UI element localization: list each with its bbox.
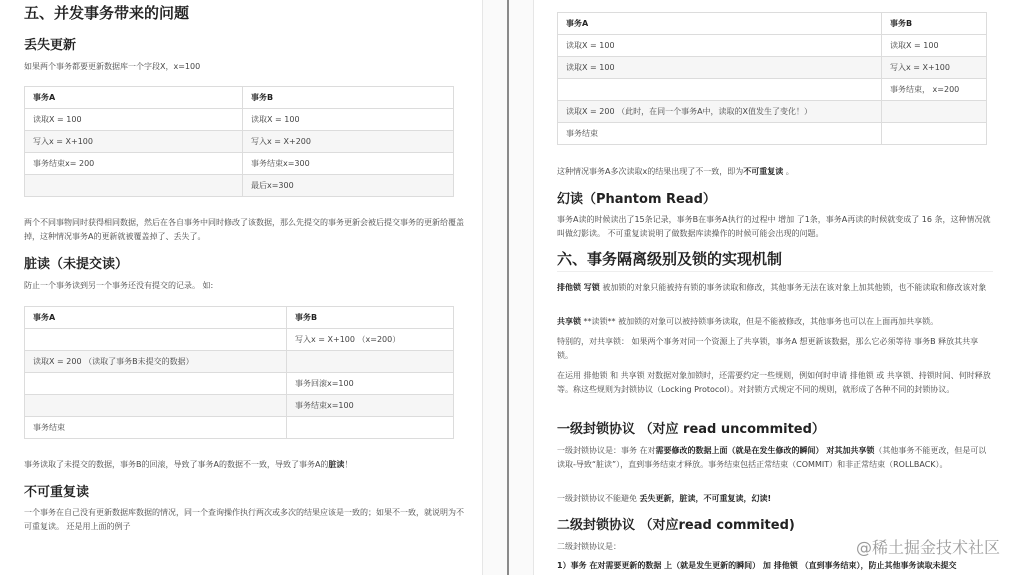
table-cell: 事务结束x=100 [287,395,454,417]
table-cell [882,123,987,145]
table-cell [25,373,287,395]
non-repeatable-summary [557,165,997,179]
exclusive-lock-paragraph [557,281,993,295]
level-2-lock-intro: 二级封锁协议是： [557,542,621,551]
exclusive-lock-term: 排他锁 写锁 [557,283,600,292]
table-cell [287,351,454,373]
dirty-read-description [24,458,464,472]
table-cell: 读取X = 100 [882,35,987,57]
table-cell: 读取X = 100 [243,109,454,131]
table-row [558,101,987,123]
table-cell: 读取X = 200 （此时，在同一个事务A中，读取的X值发生了变化！） [558,101,882,123]
table-cell: 读取X = 100 [558,57,882,79]
dirty-read-intro: 防止一个事务读到另一个事务还没有提交的记录。 如: [24,281,214,290]
level-1-lock-limitation [557,492,993,506]
table-row [25,417,454,439]
table-row [558,35,987,57]
lost-update-heading: 丢失更新 [24,38,77,53]
table-cell: 写入x = X+100 [882,57,987,79]
level-1-limit-text: 一级封锁协议不能避免 [557,494,640,503]
lost-update-intro: 如果两个事务都要更新数据库一个字段X，x=100 [24,62,201,71]
table-cell [558,79,882,101]
table-cell: 写入x = X+100 （x=200） [287,329,454,351]
table-cell: 读取X = 100 [25,109,243,131]
dirty-read-table [24,306,454,439]
table-row [558,123,987,145]
table-header: 事务B [882,13,987,35]
non-repeatable-table [557,12,987,145]
level-2-lock-heading: 二级封锁协议 （对应read commited) [557,518,795,533]
table-header: 事务A [558,13,882,35]
dirty-read-heading: 脏读（未提交读） [24,257,129,272]
shared-lock-paragraph [557,315,993,329]
table-row [558,79,987,101]
page-divider [507,0,509,575]
right-page [534,0,1018,575]
non-repeatable-description: 一个事务在自己没有更新数据库数据的情况，同一个查询操作执行两次或多次的结果应该是一致的；如果不一致，就说明为不可重复读。 还是用上面的例子 [24,508,464,531]
table-cell [287,417,454,439]
left-page [0,0,482,575]
table-row [25,395,454,417]
level-2-lock-rule [557,559,993,573]
table-cell: 最后x=300 [243,175,454,197]
level-1-limit-bold: 丢失更新，脏读，不可重复读，幻读! [639,494,772,503]
table-header: 事务A [25,307,287,329]
table-cell [25,395,287,417]
table-cell: 读取X = 200 （读取了事务B未提交的数据） [25,351,287,373]
level-1-text: 一级封锁协议是：事务 在对 [557,446,656,455]
locking-protocol-paragraph: 在运用 排他锁 和 共享锁 对数据对象加锁时，还需要约定一些规则，例如何时申请 排他锁 或 共享锁、持锁时间、何时释放等。称这些规则为封锁协议（Locking Protocol）。对封锁方式规定不同的规则，就形成了各种不同的封锁协议。 [557,371,991,394]
table-row [25,153,454,175]
level-2-rule-text: 1）事务 在对需要更新的数据 上（就是发生更新的瞬间） 加 排他锁 （直到事务结束），防止其他事务读取未提交 [557,561,957,570]
table-cell: 事务结束 [558,123,882,145]
nr-summary-bold: 不可重复读 [743,167,784,176]
table-cell: 读取X = 100 [558,35,882,57]
level-1-text-end: （其他事务不能更改，但是可以读取-导致“脏读”），直到事务结束才释放。事务结束包括正常结束（COMMIT）和非正常结束（ROLLBACK）。 [557,446,987,469]
level-1-lock-description [557,444,993,472]
phantom-read-description: 事务A读的时候读出了15条记录，事务B在事务A执行的过程中 增加 了1条，事务A再读的时候就变成了 16 条，这种情况就叫做幻影读。 不可重复读说明了做数据库读操作的时候可能会出现的问题。 [557,215,991,238]
section-6-heading: 六、事务隔离级别及锁的实现机制 [557,250,783,268]
table-cell: 写入x = X+100 [25,131,243,153]
table-header: 事务A [25,87,243,109]
table-cell [882,101,987,123]
table-row [25,351,454,373]
section-5-heading: 五、并发事务带来的问题 [24,4,190,22]
exclusive-lock-text: 被加锁的对象只能被持有锁的事务读取和修改，其他事务无法在该对象上加其他锁，也不能读取和修改该对象 [599,283,987,292]
dirty-read-desc-end: ！ [344,460,353,469]
table-row [558,57,987,79]
table-cell: 事务结束x= 200 [25,153,243,175]
table-cell: 事务结束， x=200 [882,79,987,101]
lost-update-description: 两个不同事物同时获得相同数据，然后在各自事务中同时修改了该数据，那么先提交的事务更新会被后提交事务的更新给覆盖掉，这种情况事务A的更新就被覆盖掉了、丢失了。 [24,218,464,241]
table-row [25,373,454,395]
shared-lock-text: **读锁** 被加锁的对象可以被持锁事务读取，但是不能被修改，其他事务也可以在上面再加共享锁。 [581,317,939,326]
lost-update-table [24,86,454,197]
table-cell [25,175,243,197]
nr-summary-end: 。 [783,167,794,176]
table-header: 事务B [287,307,454,329]
special-note-paragraph: 特别的，对共享锁： 如果两个事务对同一个资源上了共享锁，事务A 想更新该数据，那么它必须等待 事务B 释放其共享锁。 [557,337,979,360]
phantom-read-heading: 幻读（Phantom Read） [557,192,716,207]
table-row [25,329,454,351]
dirty-read-desc-text: 事务读取了未提交的数据，事务B的回滚，导致了事务A的数据不一致，导致了事务A的 [24,460,329,469]
non-repeatable-heading: 不可重复读 [24,485,90,500]
table-cell [25,329,287,351]
table-header: 事务B [243,87,454,109]
shared-lock-term: 共享锁 [557,317,581,326]
table-row [25,109,454,131]
section-divider [557,271,993,272]
table-cell: 写入x = X+200 [243,131,454,153]
watermark: @稀土掘金技术社区 [855,538,1000,557]
level-1-bold: 需要修改的数据上面（就是在发生修改的瞬间） 对其加共享锁 [655,446,875,455]
table-row [25,175,454,197]
dirty-read-desc-bold: 脏读 [328,460,345,469]
nr-summary-text: 这种情况事务A多次读取x的结果出现了不一致，即为 [557,167,744,176]
table-cell: 事务结束x=300 [243,153,454,175]
table-cell: 事务回滚x=100 [287,373,454,395]
table-cell: 事务结束 [25,417,287,439]
level-1-lock-heading: 一级封锁协议 （对应 read uncommited） [557,422,825,437]
table-row [25,131,454,153]
